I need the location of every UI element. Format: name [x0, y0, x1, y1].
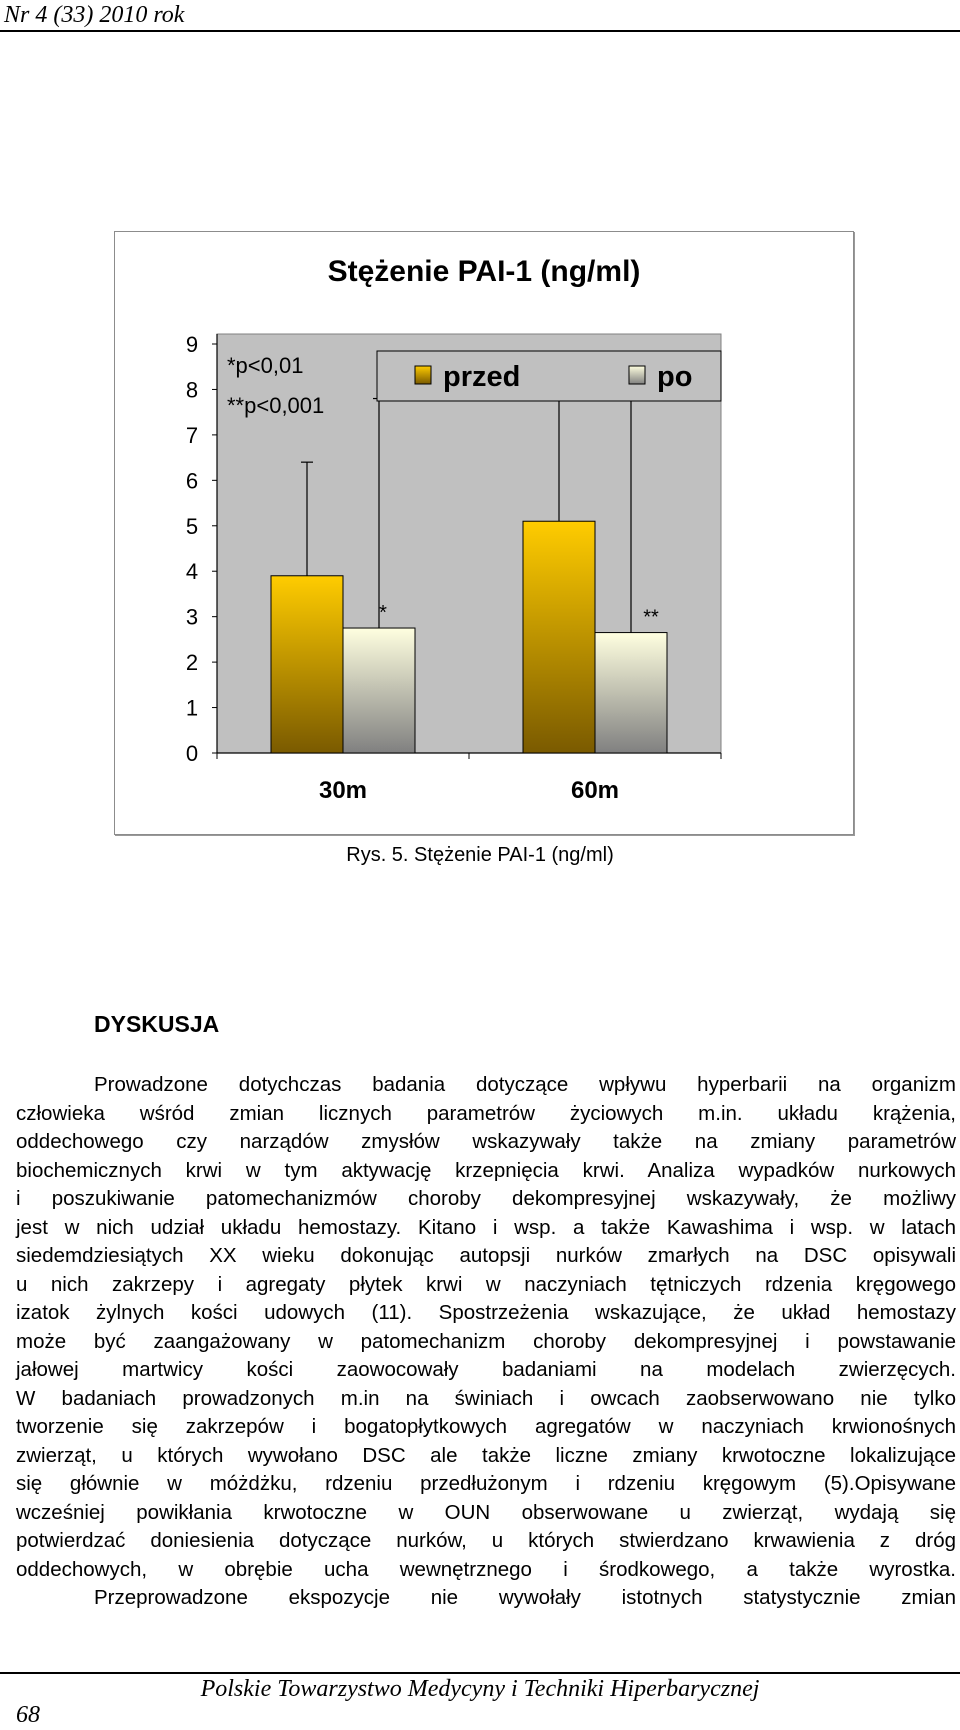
pai1-bar-chart [115, 232, 853, 834]
text-line: zwierząt, u których wywołano DSC ale także liczne zmiany krwotoczne lokalizujące [16, 1443, 956, 1467]
y-tick-label: 5 [185, 513, 199, 539]
y-tick-label: 6 [185, 468, 199, 494]
text-line: tworzenie się zakrzepów i bogatopłytkowych agregatów w naczyniach krwionośnych [16, 1415, 956, 1438]
bar-przed-60m [523, 521, 595, 753]
legend-swatch [415, 366, 431, 384]
text-line: u nich zakrzepy i agregaty płytek krwi w naczyniach tętniczych rdzenia kręgowego [16, 1272, 956, 1296]
text-line: izatok żylnych kości udowych (11). Spostrzeżenia wskazujące, że układ hemostazy [16, 1301, 956, 1324]
text-line: potwierdzać doniesienia dotyczące nurków, u których stwierdzano krwawienia z dróg [16, 1529, 956, 1552]
bar-po-60m [595, 633, 667, 753]
x-tick-label: 30m [318, 777, 368, 804]
text-line: wcześniej powikłania krwotoczne w OUN obserwowane u zwierząt, wydają się [16, 1500, 956, 1524]
text-line: siedemdziesiątych XX wieku dokonując autopsji nurków zmarłych na DSC opisywali [16, 1244, 956, 1267]
text-line: W badaniach prowadzonych m.in na świniach i owcach zaobserwowano nie tylko [16, 1386, 956, 1410]
footer-rule [0, 1672, 960, 1674]
legend-label: po [657, 361, 693, 393]
y-tick-label: 4 [185, 559, 199, 585]
y-tick-label: 7 [185, 422, 199, 448]
text-line: człowieka wśród zmian licznych parametrów życiowych m.in. układu krążenia, [16, 1101, 956, 1125]
chart-title: Stężenie PAI-1 (ng/ml) [327, 255, 641, 288]
y-tick-label: 1 [185, 695, 199, 721]
text-line: może być zaangażowany w patomechanizm choroby dekompresyjnej i powstawanie [16, 1329, 956, 1353]
y-tick-label: 2 [185, 650, 199, 676]
header-rule [0, 30, 960, 32]
section-title: DYSKUSJA [94, 1011, 220, 1037]
y-tick-label: 3 [185, 604, 199, 630]
x-tick-label: 60m [570, 777, 620, 804]
legend-label: przed [443, 361, 521, 393]
bar-po-30m [343, 628, 415, 753]
text-line: Przeprowadzone ekspozycje nie wywołały istotnych statystycznie zmian [94, 1586, 956, 1609]
bar-przed-30m [271, 576, 343, 753]
figure-caption: Rys. 5. Stężenie PAI-1 (ng/ml) [346, 844, 614, 866]
text-line: biochemicznych krwi w tym aktywację krzepnięcia krwi. Analiza wypadków nurkowych [16, 1158, 956, 1182]
legend-swatch [629, 366, 645, 384]
text-line: Prowadzone dotychczas badania dotyczące wpływu hyperbarii na organizm [94, 1073, 956, 1096]
y-tick-label: 8 [185, 377, 199, 403]
text-line: i poszukiwanie patomechanizmów choroby dekompresyjnej wskazywały, że możliwy [16, 1187, 956, 1210]
text-line: oddechowych, w obrębie ucha wewnętrznego i środkowego, a także wyrostka. [16, 1557, 956, 1581]
y-tick-label: 9 [185, 332, 199, 357]
body-text [16, 1071, 956, 1613]
significance-mark: ** [643, 606, 659, 629]
journal-footer: Polskie Towarzystwo Medycyny i Techniki Hiperbarycznej [200, 1676, 760, 1702]
page-number: 68 [16, 1702, 40, 1728]
text-line: jest w nich udział układu hemostazy. Kitano i wsp. a także Kawashima i wsp. w latach [16, 1215, 956, 1239]
text-line: jałowej martwicy kości zaowocowały badaniami na modelach zwierzęcych. [16, 1358, 956, 1381]
text-line: się głównie w móżdżku, rdzeniu przedłużonym i rdzeniu kręgowym (5).Opisywane [16, 1472, 956, 1495]
y-tick-label: 0 [185, 741, 199, 766]
text-line: oddechowego czy narządów zmysłów wskazywały także na zmiany parametrów [16, 1130, 956, 1153]
significance-mark: * [379, 602, 387, 625]
chart-frame [114, 231, 854, 835]
p-value-note: *p<0,01 [227, 353, 304, 378]
p-value-note: **p<0,001 [227, 393, 325, 418]
running-header: Nr 4 (33) 2010 rok [4, 2, 185, 28]
